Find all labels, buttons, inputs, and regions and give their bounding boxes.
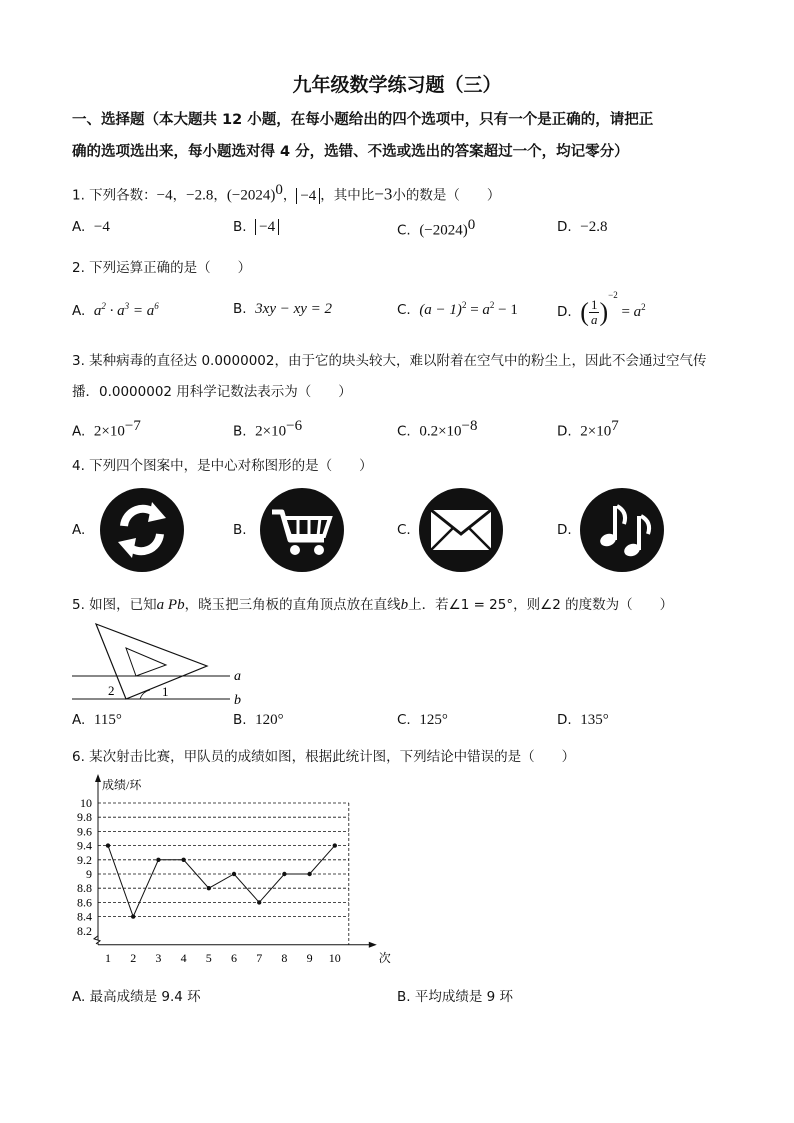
data-point (181, 858, 185, 862)
y-axis-arrow (95, 774, 101, 782)
y-tick-label: 8.2 (77, 923, 92, 938)
music-notes-icon (580, 488, 664, 572)
q5-option-c[interactable]: C. 125° (397, 712, 448, 728)
x-tick-label: 9 (306, 950, 313, 965)
y-tick-label: 9.8 (77, 810, 92, 825)
q3-option-c[interactable]: C. $0.2\times 10^{-8}$ (397, 418, 478, 440)
question-5-stem: 5. 如图，已知a Pb，晓玉把三角板的直角顶点放在直线b上．若∠1 = 25°，则∠2 的度数为（ ） (72, 597, 674, 613)
data-point (106, 843, 110, 847)
y-tick-label: 9.4 (77, 838, 92, 853)
q2-option-b[interactable]: B. 3xy − xy = 2 (233, 301, 333, 317)
question-6-stem: 6. 某次射击比赛，甲队员的成绩如图，根据此统计图，下列结论中错误的是（ ） (72, 749, 576, 765)
section-instructions-line1: 一、选择题（本大题共 12 小题，在每小题给出的四个选项中，只有一个是正确的，请把正 (72, 112, 654, 128)
x-axis-arrow (369, 942, 377, 948)
q4-option-b[interactable]: B. (233, 522, 247, 538)
data-point (131, 914, 135, 918)
q3-option-d[interactable]: D. $2\times 10^7$ (557, 418, 619, 440)
q5-option-b[interactable]: B. 120° (233, 712, 284, 728)
y-tick-label: 9.6 (77, 824, 92, 839)
data-point (307, 872, 311, 876)
question-2-stem: 2. 下列运算正确的是（ ） (72, 260, 252, 276)
q4-option-c[interactable]: C. (397, 522, 411, 538)
data-point (282, 872, 286, 876)
recycle-arrows-icon (100, 488, 184, 572)
label-angle-2: 2 (108, 683, 115, 698)
q2-option-c[interactable]: C. $(a - 1)^2 = a^2 - 1$ (397, 300, 518, 318)
x-tick-label: 7 (256, 950, 263, 965)
q6-option-a[interactable]: A. 最高成绩是 9.4 环 (72, 989, 201, 1005)
q5-option-a[interactable]: A. 115° (72, 712, 122, 728)
q6-option-b[interactable]: B. 平均成绩是 9 环 (397, 989, 514, 1005)
q2-option-d[interactable]: D. ( $\frac{1}{a}$ )$^{-2} = a^2$ (557, 290, 646, 328)
y-tick-label: 10 (80, 796, 92, 810)
data-point (207, 886, 211, 890)
q4-option-a[interactable]: A. (72, 522, 86, 538)
data-point (333, 843, 337, 847)
x-tick-label: 3 (155, 950, 162, 965)
data-point (232, 872, 236, 876)
label-angle-1: 1 (162, 684, 169, 699)
label-a: a (234, 669, 241, 684)
data-point (156, 858, 160, 862)
data-point (257, 900, 261, 904)
y-tick-label: 8.4 (77, 909, 92, 924)
q1-option-a[interactable]: A. −4 (72, 219, 110, 235)
q2-option-a[interactable]: A. $a^2 \cdot a^3 = a^6$ (72, 301, 159, 319)
x-tick-label: 5 (205, 950, 212, 965)
parallel-lines-triangle-figure (70, 618, 260, 710)
q3-option-b[interactable]: B. $2\times 10^{-6}$ (233, 418, 303, 440)
y-tick-label: 9 (86, 867, 92, 881)
series-line (108, 846, 335, 917)
y-tick-label: 8.6 (77, 895, 92, 910)
page-title: 九年级数学练习题（三） (292, 74, 502, 96)
question-3-line2: 播．0.0000002 用科学记数法表示为（ ） (72, 384, 352, 400)
shopping-cart-icon (260, 488, 344, 572)
question-4-stem: 4. 下列四个图案中，是中心对称图形的是（ ） (72, 458, 373, 474)
axis-break-mark (94, 936, 100, 944)
label-b: b (234, 693, 241, 708)
q1-option-b[interactable]: B. −4 (233, 219, 279, 236)
section-instructions-line2: 确的选项选出来，每小题选对得 4 分，选错、不选或选出的答案超过一个，均记零分） (72, 144, 629, 160)
x-tick-label: 10 (328, 950, 341, 965)
q4-option-d[interactable]: D. (557, 522, 572, 538)
y-tick-label: 9.2 (77, 852, 92, 867)
x-tick-label: 8 (281, 950, 288, 965)
shooting-scores-line-chart (60, 770, 391, 970)
x-tick-label: 4 (180, 950, 187, 965)
question-1-stem: 1. 下列各数：−4，−2.8，$(-2024)^0$， −4 ，其中比−3小的数是（ ） (72, 182, 501, 204)
q3-option-a[interactable]: A. $2\times 10^{-7}$ (72, 418, 141, 440)
q5-option-d[interactable]: D. 135° (557, 712, 609, 728)
x-tick-label: 6 (231, 950, 237, 965)
y-axis-label: 成绩/环 (102, 778, 142, 792)
set-square-inner (126, 648, 166, 676)
x-axis-label: 次 (378, 950, 391, 965)
q1-option-c[interactable]: C. $(-2024)^0$ (397, 217, 476, 239)
x-tick-label: 1 (105, 950, 111, 965)
question-3-line1: 3. 某种病毒的直径达 0.0000002，由于它的块头较大，难以附着在空气中的粉尘上，因此不会通过空气传 (72, 353, 707, 369)
q1-option-d[interactable]: D. −2.8 (557, 219, 608, 235)
y-tick-label: 8.8 (77, 881, 92, 896)
x-tick-label: 2 (130, 950, 137, 965)
envelope-icon (419, 488, 503, 572)
